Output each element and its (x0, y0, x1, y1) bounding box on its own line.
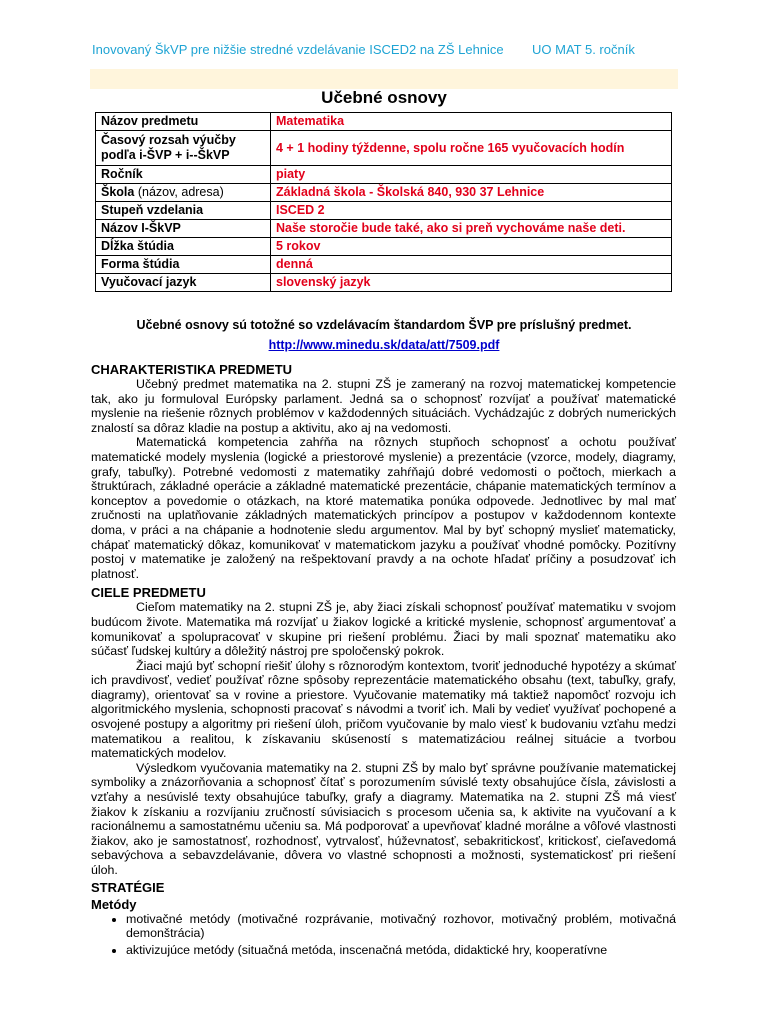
section-heading-ciele: CIELE PREDMETU (91, 585, 206, 601)
section-heading-strategie: STRATÉGIE (91, 879, 165, 895)
row-value: piaty (271, 166, 672, 184)
row-key: Ročník (96, 166, 271, 184)
subject-info-table (95, 112, 672, 292)
table-row (96, 131, 672, 166)
paragraph: Učebný predmet matematika na 2. stupni ZŠ je zameraný na rozvoj matematickej kompetencie tak, ako ju formuloval Európsky parlament. Jedná sa o schopnosť rozvíjať a používať matematické myslenie na riešenie rôznych problémov v každodenných situáciách. Vychádzajúc z dobrých numerických znalostí sa dôraz kladie na postup a aktivitu, ako aj na vedomosti. (91, 377, 676, 435)
row-key: Dĺžka štúdia (96, 238, 271, 256)
document-title: Učebné osnovy (321, 88, 447, 107)
header-subject: UO MAT 5. ročník (532, 42, 635, 57)
row-key: Časový rozsah výučby podľa i-ŠVP + i--ŠkVP (96, 131, 271, 166)
methods-list (91, 912, 676, 958)
header-band (90, 69, 678, 89)
row-key (96, 184, 271, 202)
table-row (96, 184, 672, 202)
table-row (96, 113, 672, 131)
paragraph: Výsledkom vyučovania matematiky na 2. stupni ZŠ by malo byť správne používanie matematickej symboliky a znázorňovania a schopnosť čítať s porozumením súvislé texty obsahujúce čísla, závislosti a vzťahy a nesúvislé texty obsahujúce tabuľky, grafy a diagramy. Matematika na 2. stupni ZŠ má viesť žiakov k získaniu a rozvíjaniu zručností súvisiacich s procesom učenia sa, k aktivite na vyučovaní a k racionálnemu a samostatnému učeniu sa. Má podporovať a upevňovať kladné morálne a vôľové vlastnosti žiakov, ako je samostatnosť, rozhodnosť, vytrvalosť, húževnatosť, sebakritickosť, kritickosť, cieľavedomá sebavýchova a sebavzdelávanie, dôvera vo vlastné schopnosti a možnosti, systematickosť pri riešení úloh. (91, 760, 676, 877)
row-value: Naše storočie bude také, ako si preň vychováme naše deti. (271, 220, 672, 238)
list-item: • aktivizujúce metódy (situačná metóda, inscenačná metóda, didaktické hry, kooperatívne (126, 943, 676, 958)
header-program: Inovovaný ŠkVP pre nižšie stredné vzdelávanie ISCED2 na ZŠ Lehnice (92, 42, 504, 57)
row-value: 5 rokov (271, 238, 672, 256)
paragraph: Žiaci majú byť schopní riešiť úlohy s rôznorodým kontextom, tvoriť jednoduché hypotézy a skúmať ich pravdivosť, vedieť používať rôzne spôsoby reprezentácie matematického obsahu (text, tabuľky, grafy, diagramy), orientovať sa v rovine a priestore. Vyučovanie matematiky má taktiež napomôcť rozvoju ich algoritmického myslenia, schopnosti pracovať s návodmi a tvoriť ich. Mali by vedieť využívať pochopené a osvojené postupy a algoritmy pri riešení úloh, pričom vyučovanie by malo viesť k budovaniu vzťahu medzi matematikou a realitou, k získavaniu skúseností s matematizáciou reálnej situácie a tvorbou matematických modelov. (91, 658, 676, 761)
row-value: Matematika (271, 113, 672, 131)
section-heading-charakteristika: CHARAKTERISTIKA PREDMETU (91, 362, 293, 377)
row-key: Stupeň vzdelania (96, 202, 271, 220)
document-body (91, 360, 676, 959)
row-value: slovenský jazyk (271, 274, 672, 292)
school-key-note: (názov, adresa) (134, 185, 224, 199)
subheading-metody: Metódy (91, 896, 137, 912)
row-value: 4 + 1 hodiny týždenne, spolu ročne 165 vyučovacích hodín (271, 131, 672, 166)
row-key: Názov predmetu (96, 113, 271, 131)
table-row (96, 256, 672, 274)
table-row (96, 274, 672, 292)
row-key: Názov I-ŠkVP (96, 220, 271, 238)
page-header (92, 42, 728, 57)
table-row (96, 220, 672, 238)
table-row (96, 238, 672, 256)
paragraph: Cieľom matematiky na 2. stupni ZŠ je, aby žiaci získali schopnosť používať matematiku v svojom budúcom živote. Matematika má rozvíjať u žiakov logické a kritické myslenie, schopnosť argumentovať a komunikovať a spolupracovať v skupine pri riešení problému. Žiaci by mali spoznať matematiku ako súčasť ľudskej kultúry a dôležitý nástroj pre spoločenský pokrok. (91, 600, 676, 659)
row-key: Vyučovací jazyk (96, 274, 271, 292)
standard-note: Učebné osnovy sú totožné so vzdelávacím štandardom ŠVP pre príslušný predmet. (136, 318, 632, 332)
table-row (96, 202, 672, 220)
table-row (96, 166, 672, 184)
standard-link-wrap (90, 338, 678, 352)
paragraph: Matematická kompetencia zahŕňa na rôznych stupňoch schopnosť a ochotu používať matematické modely myslenia (logické a priestorové myslenie) a prezentácie (vzorce, modely, diagramy, grafy, tabuľky). Potrebné vedomosti z matematiky zahŕňajú dobré vedomosti o počtoch, mierkach a štruktúrach, základné operácie a základné matematické prezentácie, chápanie matematických termínov a konceptov a povedomie o otázkach, na ktoré matematika ponúka odpovede. Jednotlivec by mal mať zručnosti na uplatňovanie základných matematických princípov a postupov v každodennom kontexte doma, v práci a na chápanie a hodnotenie sledu argumentov. Mal by byť schopný myslieť matematicky, chápať matematický dôkaz, komunikovať v matematickom jazyku a používať vhodné pomôcky. Pozitívny postoj v matematike je založený na rešpektovaní pravdy a na ochote hľadať príčiny a posudzovať ich platnosť. (91, 435, 676, 581)
row-value: denná (271, 256, 672, 274)
standard-link[interactable]: http://www.minedu.sk/data/att/7509.pdf (268, 338, 500, 352)
row-value: ISCED 2 (271, 202, 672, 220)
list-item: • motivačné metódy (motivačné rozprávanie, motivačný rozhovor, motivačný problém, motivačná demonštrácia) (126, 912, 676, 941)
row-key: Forma štúdia (96, 256, 271, 274)
school-key: Škola (101, 185, 135, 199)
row-value: Základná škola - Školská 840, 930 37 Lehnice (271, 184, 672, 202)
